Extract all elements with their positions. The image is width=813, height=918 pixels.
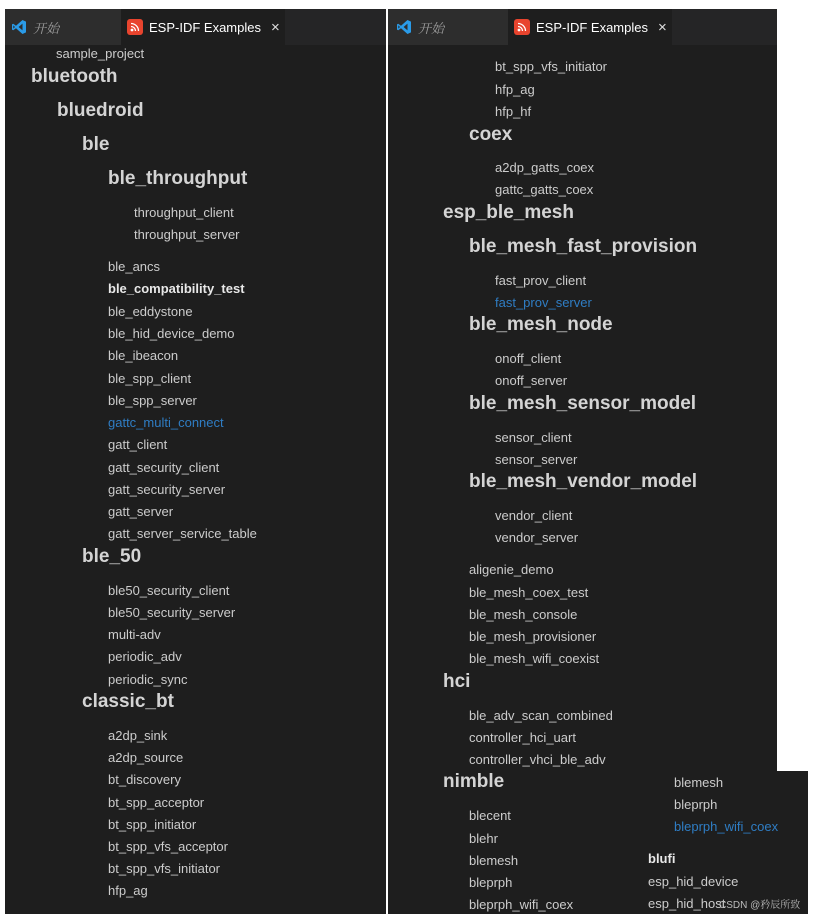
right-example-item[interactable]: fast_prov_server xyxy=(495,295,592,310)
right-example-item[interactable]: controller_vhci_ble_adv xyxy=(469,752,606,767)
right-folder-item[interactable]: ble_mesh_fast_provision xyxy=(469,236,698,257)
tab-examples-label: ESP-IDF Examples xyxy=(149,19,261,35)
right-example-item[interactable]: fast_prov_client xyxy=(495,273,587,288)
right-example-item[interactable]: bleprph_wifi_coex xyxy=(469,897,574,912)
left-example-item[interactable]: periodic_adv xyxy=(108,649,182,664)
close-icon[interactable]: × xyxy=(657,18,667,36)
tab-start[interactable] xyxy=(388,9,508,45)
right-example-item[interactable]: blehr xyxy=(469,831,498,846)
left-example-item[interactable]: ble_spp_client xyxy=(108,371,192,386)
left-example-item[interactable]: ble_hid_device_demo xyxy=(108,326,235,341)
right-example-item[interactable]: sensor_server xyxy=(495,452,578,467)
left-example-item[interactable]: ble_ancs xyxy=(108,259,161,274)
tab-start-label: 开始 xyxy=(33,20,60,36)
left-example-item[interactable]: gatt_security_client xyxy=(108,460,220,475)
left-explorer-panel xyxy=(5,9,386,914)
right-example-item[interactable]: vendor_client xyxy=(495,508,573,523)
left-example-item[interactable]: throughput_client xyxy=(134,205,234,220)
left-example-item[interactable]: ble50_security_client xyxy=(108,583,230,598)
left-example-item[interactable]: gatt_server xyxy=(108,504,174,519)
inset-example-item[interactable]: bleprph_wifi_coex xyxy=(674,819,779,834)
right-example-item[interactable]: ble_mesh_wifi_coexist xyxy=(469,651,600,666)
right-example-item[interactable]: vendor_server xyxy=(495,530,579,545)
left-folder-item[interactable]: bluedroid xyxy=(57,100,144,121)
left-example-item[interactable]: ble50_security_server xyxy=(108,605,236,620)
right-folder-item[interactable]: esp_ble_mesh xyxy=(443,202,574,223)
right-example-item[interactable]: sensor_client xyxy=(495,430,572,445)
right-example-item[interactable]: a2dp_gatts_coex xyxy=(495,160,595,175)
left-example-item[interactable]: ble_ibeacon xyxy=(108,348,179,363)
left-example-item[interactable]: hfp_ag xyxy=(108,883,148,898)
right-example-item[interactable]: hfp_ag xyxy=(495,82,535,97)
right-example-item[interactable]: gattc_gatts_coex xyxy=(495,182,594,197)
vscode-icon xyxy=(396,19,412,35)
right-example-item[interactable]: aligenie_demo xyxy=(469,562,554,577)
inset-example-item[interactable]: blufi xyxy=(648,851,676,866)
right-example-item[interactable]: controller_hci_uart xyxy=(469,730,576,745)
right-example-item[interactable]: ble_mesh_provisioner xyxy=(469,629,597,644)
watermark-text: CSDN @矜辰所致 xyxy=(719,900,801,911)
left-folder-item[interactable]: bluetooth xyxy=(31,66,118,87)
left-example-item[interactable]: ble_spp_server xyxy=(108,393,197,408)
right-example-item[interactable]: blemesh xyxy=(469,853,519,868)
right-folder-item[interactable]: nimble xyxy=(443,771,505,792)
left-example-item[interactable]: bt_spp_vfs_acceptor xyxy=(108,839,228,854)
tab-start[interactable] xyxy=(5,9,121,45)
left-example-item[interactable]: throughput_server xyxy=(134,227,240,242)
tab-start-label: 开始 xyxy=(418,20,445,36)
left-example-item[interactable]: gattc_multi_connect xyxy=(108,415,224,430)
right-example-item[interactable]: onoff_server xyxy=(495,373,568,388)
left-example-item[interactable]: gatt_client xyxy=(108,437,168,452)
left-folder-item[interactable]: ble_throughput xyxy=(108,168,248,189)
inset-example-item[interactable]: esp_hid_device xyxy=(648,874,739,889)
left-example-item[interactable]: multi-adv xyxy=(108,627,161,642)
inset-example-item[interactable]: esp_hid_host xyxy=(648,896,726,911)
right-example-item[interactable]: blecent xyxy=(469,808,511,823)
right-example-item[interactable]: ble_mesh_console xyxy=(469,607,578,622)
left-folder-item[interactable]: ble_50 xyxy=(82,546,142,567)
inset-example-item[interactable]: bleprph xyxy=(674,797,718,812)
vscode-icon xyxy=(11,19,27,35)
right-example-item[interactable]: bleprph xyxy=(469,875,513,890)
left-example-item[interactable]: gatt_server_service_table xyxy=(108,526,257,541)
tab-examples-label: ESP-IDF Examples xyxy=(536,19,648,35)
right-folder-item[interactable]: ble_mesh_node xyxy=(469,314,613,335)
left-example-item[interactable]: periodic_sync xyxy=(108,672,188,687)
right-example-item[interactable]: bt_spp_vfs_initiator xyxy=(495,59,608,74)
tab-esp-idf-examples[interactable] xyxy=(121,9,285,45)
left-example-item[interactable]: bt_discovery xyxy=(108,772,181,787)
right-example-item[interactable]: ble_adv_scan_combined xyxy=(469,708,613,723)
left-example-item[interactable]: bt_spp_vfs_initiator xyxy=(108,861,221,876)
esp-idf-icon xyxy=(127,19,143,35)
right-folder-item[interactable]: ble_mesh_sensor_model xyxy=(469,393,697,414)
left-example-item[interactable]: bt_spp_initiator xyxy=(108,817,197,832)
left-example-item[interactable]: a2dp_source xyxy=(108,750,184,765)
left-example-item[interactable]: ble_eddystone xyxy=(108,304,193,319)
close-icon[interactable]: × xyxy=(270,18,280,36)
right-folder-item[interactable]: ble_mesh_vendor_model xyxy=(469,471,698,492)
right-example-item[interactable]: ble_mesh_coex_test xyxy=(469,585,589,600)
inset-example-item[interactable]: blemesh xyxy=(674,775,724,790)
esp-idf-icon xyxy=(514,19,530,35)
right-example-item[interactable]: hfp_hf xyxy=(495,104,532,119)
right-folder-item[interactable]: coex xyxy=(469,124,513,145)
left-folder-item[interactable]: ble xyxy=(82,134,110,155)
left-example-item[interactable]: sample_project xyxy=(56,46,145,61)
right-example-item[interactable]: onoff_client xyxy=(495,351,562,366)
tab-esp-idf-examples[interactable] xyxy=(508,9,672,45)
left-example-item[interactable]: ble_compatibility_test xyxy=(108,281,245,296)
left-example-item[interactable]: gatt_security_server xyxy=(108,482,226,497)
right-folder-item[interactable]: hci xyxy=(443,671,471,692)
left-example-item[interactable]: a2dp_sink xyxy=(108,728,168,743)
right-tab-bar xyxy=(388,9,777,45)
left-example-item[interactable]: bt_spp_acceptor xyxy=(108,795,205,810)
inset-explorer-panel xyxy=(641,771,808,914)
left-folder-item[interactable]: classic_bt xyxy=(82,691,174,712)
left-tab-bar xyxy=(5,9,386,45)
